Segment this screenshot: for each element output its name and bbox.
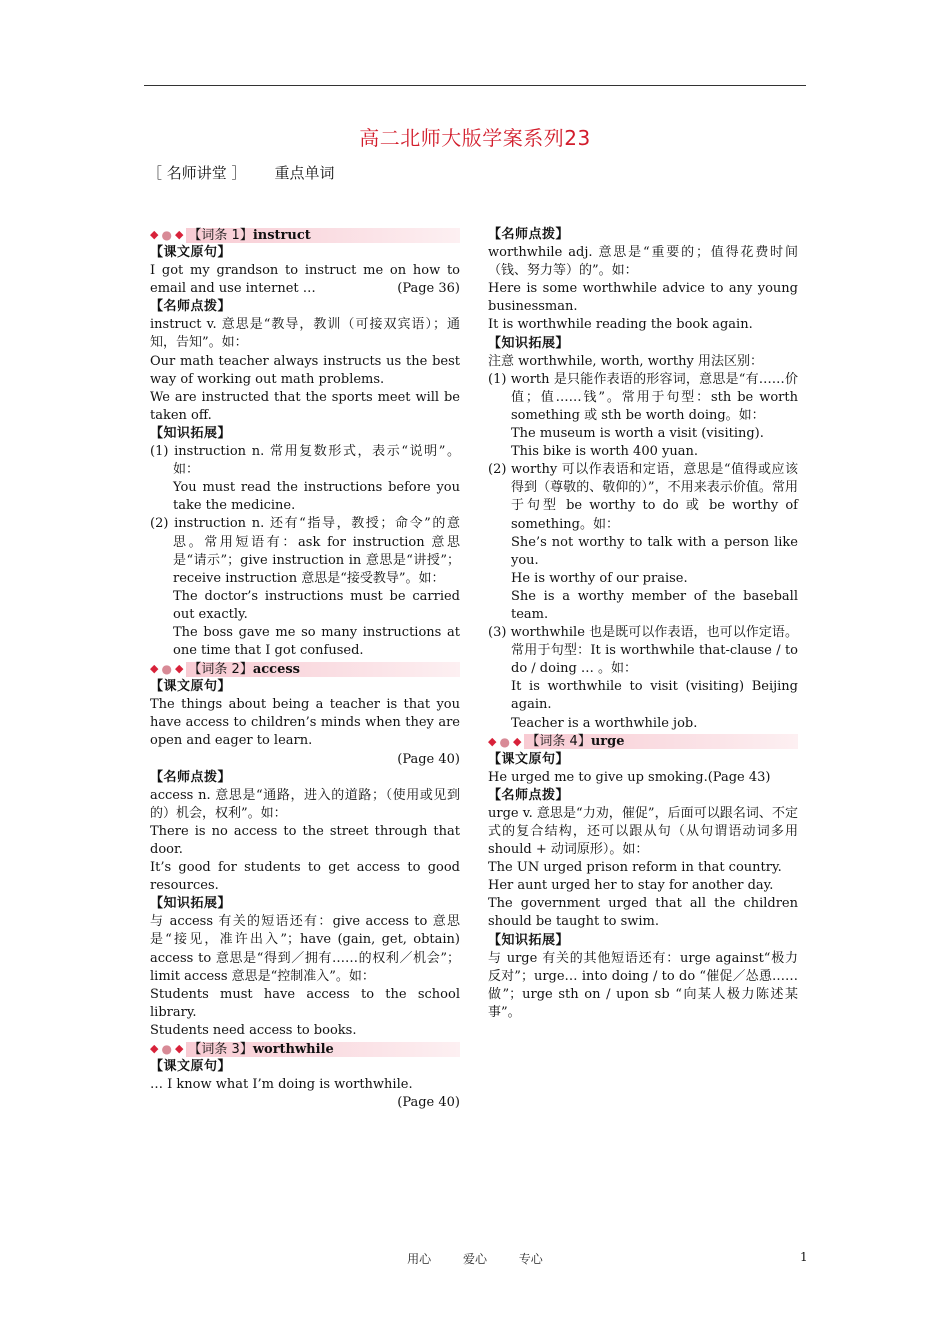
example-sentence: She is a worthy member of the baseball team.	[511, 588, 798, 622]
entry-word: urge	[590, 734, 625, 750]
example-sentence: The doctor’s instructions must be carried out exactly.	[173, 588, 460, 622]
section-label: 【名师点拨】	[150, 299, 232, 315]
entry-word: instruct	[252, 227, 311, 243]
diamond-icon: ◆	[150, 227, 159, 241]
entry-number: 【词条 1】	[188, 227, 253, 243]
extension-point: (2) worthy 可以作表语和定语，意思是“值得或应该得到（尊敬的、敬仰的）”，不用来表示价值。常用于句型 be worthy to do 或 be worthy of something。如：	[488, 462, 798, 532]
section-label: 【课文原句】	[150, 245, 232, 260]
example-sentence: There is no access to the street through that door.	[150, 823, 460, 857]
diamond-icon: ◆	[150, 1041, 159, 1055]
page-reference: (Page 40)	[397, 751, 460, 767]
quote-text: The things about being a teacher is that you have access to children’s minds when they are open and eager to learn.	[150, 697, 460, 749]
entry-heading-instruct	[150, 226, 460, 244]
section-label: 【知识拓展】	[150, 425, 232, 441]
example-sentence: She’s not worthy to talk with a person like you.	[511, 534, 798, 568]
entry-number: 【词条 3】	[188, 1041, 253, 1057]
section-label: 【课文原句】	[150, 679, 232, 695]
example-sentence: It’s good for students to get access to good resources.	[150, 860, 460, 894]
example-sentence: You must read the instructions before you take the medicine.	[173, 480, 460, 514]
page-reference: (Page 40)	[397, 1095, 460, 1111]
circle-icon: ●	[161, 1041, 172, 1056]
section-bracket-label: ［ 名师讲堂 ］	[147, 164, 247, 182]
entry-word: worthwhile	[252, 1041, 334, 1057]
example-sentence: Her aunt urged her to stay for another day.	[488, 878, 774, 894]
right-column	[488, 226, 798, 1022]
quote-text: I got my grandson to instruct me on how to email and use internet … (Page 36)	[150, 262, 460, 298]
diamond-icon: ◆	[512, 734, 522, 748]
example-sentence: The boss gave me so many instructions at one time that I got confused.	[173, 624, 460, 659]
quote-text: … I know what I’m doing is worthwhile.	[150, 1077, 413, 1093]
section-label: 【名师点拨】	[488, 787, 570, 803]
entry-heading-access	[150, 660, 460, 678]
example-sentence: It is worthwhile to visit (visiting) Beijing again.	[511, 679, 798, 713]
header-rule	[144, 85, 806, 86]
note-text: 注意 worthwhile, worth, worthy 用法区别：	[488, 353, 763, 369]
extension-text: 与 urge 有关的其他短语还有：urge against“极力反对”；urge… into doing / to do “催促／怂恿……做”；urge sth on / upon sb “向某人极力陈述某事”。	[488, 950, 798, 1020]
entry-word: access	[252, 661, 300, 677]
example-sentence: We are instructed that the sports meet will be taken off.	[150, 389, 460, 423]
example-sentence: The museum is worth a visit (visiting).	[511, 426, 764, 442]
example-sentence: It is worthwhile reading the book again.	[488, 317, 753, 333]
section-label: 【课文原句】	[150, 1059, 232, 1075]
circle-icon: ●	[499, 734, 510, 749]
entry-heading-urge	[488, 733, 798, 751]
entry-number: 【词条 4】	[526, 734, 591, 750]
diamond-icon: ◆	[174, 662, 184, 676]
section-label: 【知识拓展】	[488, 335, 570, 351]
extension-point: (1) instruction n. 常用复数形式，表示“说明”。如：	[150, 444, 460, 478]
explanation-text: urge v. 意思是“力劝，催促”，后面可以跟名词、不定式的复合结构，还可以跟从句（从句谓语动词多用 should + 动词原形）。如：	[488, 805, 798, 858]
circle-icon: ●	[161, 227, 172, 242]
example-sentence: He is worthy of our praise.	[511, 570, 688, 586]
page-title: 高二北师大版学案系列23	[359, 126, 591, 150]
explanation-text: instruct v. 意思是“教导，教训（可接双宾语）；通知，告知”。如：	[150, 317, 460, 351]
example-sentence: Our math teacher always instructs us the best way of working out math problems.	[150, 353, 460, 387]
extension-point: (2) instruction n. 还有“指导，教授；命令”的意思。常用短语有：ask for instruction 意思是“请示”；give instruction in 意思是“讲授”；receive instruction 意思是“接受教导”。如：	[150, 516, 460, 586]
diamond-icon: ◆	[150, 662, 159, 676]
example-sentence: The UN urged prison reform in that country.	[488, 860, 782, 876]
section-label: 【课文原句】	[488, 751, 570, 767]
explanation-text: access n. 意思是“通路，进入的道路；（使用或见到的）机会，权利”。如：	[150, 787, 460, 821]
example-sentence: Here is some worthwhile advice to any young businessman.	[488, 281, 798, 315]
extension-text: 与 access 有关的短语还有：give access to 意思是“接见，准许出入”；have (gain, get, obtain) access to 意思是“得到／拥有……的权利／机会”；limit access 意思是“控制准入”。如：	[150, 914, 460, 984]
entry-heading-worthwhile	[150, 1040, 460, 1058]
explanation-text: worthwhile adj. 意思是“重要的；值得花费时间（钱、努力等）的”。如：	[488, 245, 798, 279]
section-topic: 重点单词	[274, 164, 335, 182]
section-label: 【名师点拨】	[150, 769, 232, 785]
diamond-icon: ◆	[174, 1041, 184, 1055]
left-column	[150, 226, 460, 1112]
extension-point: (1) worth 是只能作表语的形容词，意思是“有……价值；值……钱”。常用于句型：sth be worth something 或 sth be worth doing。如：	[488, 371, 798, 423]
example-sentence: Teacher is a worthwhile job.	[511, 715, 698, 731]
example-sentence: Students need access to books.	[150, 1022, 357, 1038]
footer-motto: 用心 爱心 专心	[407, 1252, 543, 1266]
diamond-icon: ◆	[174, 227, 184, 241]
section-label: 【知识拓展】	[488, 932, 570, 948]
circle-icon: ●	[161, 662, 172, 677]
section-header	[147, 162, 335, 183]
extension-point: (3) worthwhile 也是既可以作表语，也可以作定语。常用于句型：It is worthwhile that-clause / to do / doing … 。如：	[488, 625, 798, 677]
quote-text: He urged me to give up smoking.(Page 43)	[488, 769, 771, 785]
section-label: 【名师点拨】	[488, 227, 570, 242]
page-reference: (Page 36)	[397, 281, 460, 297]
example-sentence: Students must have access to the school library.	[150, 986, 460, 1020]
page-number: 1	[800, 1250, 808, 1264]
diamond-icon: ◆	[488, 734, 497, 748]
example-sentence: The government urged that all the children should be taught to swim.	[488, 896, 798, 930]
section-label: 【知识拓展】	[150, 896, 232, 912]
entry-number: 【词条 2】	[188, 661, 253, 677]
example-sentence: This bike is worth 400 yuan.	[511, 444, 698, 460]
